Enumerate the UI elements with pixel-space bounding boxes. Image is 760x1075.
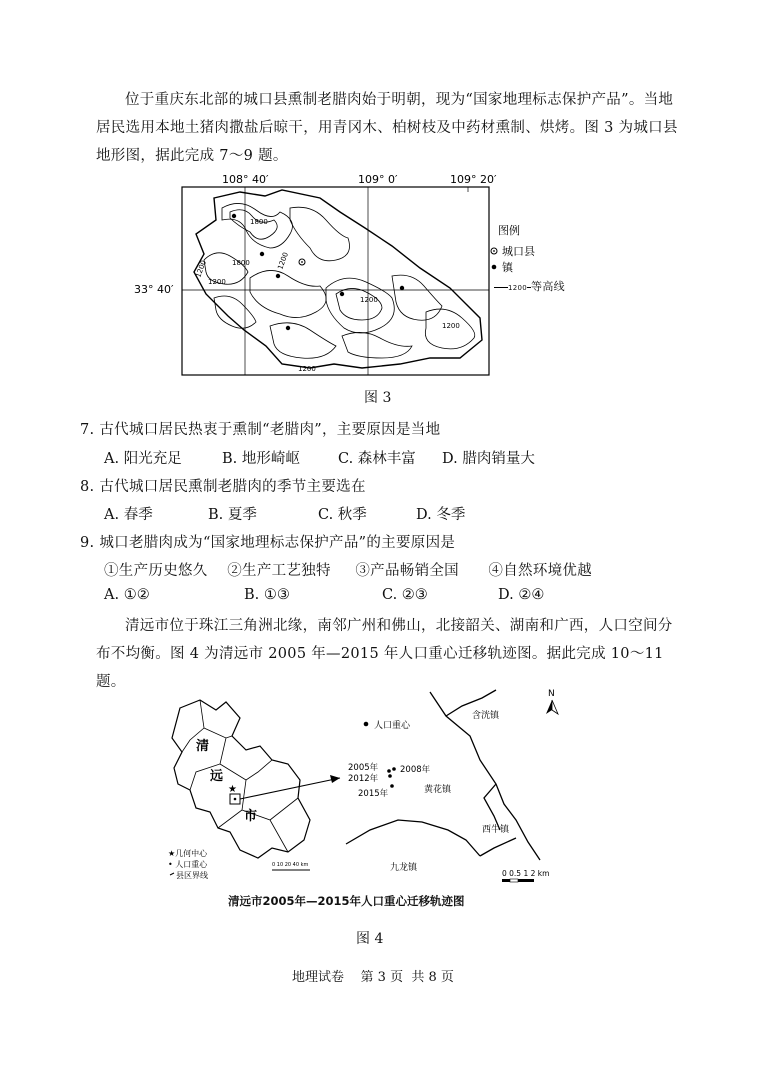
- question-7-stem: 7. 古代城口居民热衷于熏制“老腊肉”，主要原因是当地: [80, 422, 441, 438]
- town-huanghua: 黄花镇: [424, 785, 452, 795]
- legend-county-label: 城口县: [502, 245, 535, 258]
- figure-3-map: [130, 168, 535, 380]
- year-2005: 2005年: [348, 763, 379, 773]
- legend-contour: [494, 278, 565, 294]
- town-hanguang: 含洸镇: [472, 711, 500, 721]
- q7-option-c[interactable]: C. 森林丰富: [338, 451, 416, 467]
- legend-geo-center: ★几何中心: [168, 849, 208, 858]
- q7-option-a[interactable]: A. 阳光充足: [104, 451, 182, 467]
- figure-4-caption: 图 4: [356, 931, 384, 947]
- q8-option-d[interactable]: D. 冬季: [416, 507, 466, 523]
- contour-label: 1200: [360, 296, 378, 304]
- pop-center-label: 人口重心: [374, 721, 411, 731]
- page-footer: 地理试卷 第 3 页 共 8 页: [292, 970, 454, 985]
- year-2012: 2012年: [348, 774, 379, 784]
- contour-label: 1200: [442, 322, 460, 330]
- question-9-items: ①生产历史悠久 ②生产工艺独特 ③产品畅销全国 ④自然环境优越: [104, 563, 593, 579]
- small-scale-label: 0 10 20 40 km: [272, 862, 309, 868]
- year-2015: 2015年: [358, 789, 389, 799]
- city-char-1: 清: [196, 739, 210, 754]
- q9-option-a[interactable]: A. ①②: [104, 587, 150, 603]
- large-scale-label: 0 0.5 1 2 km: [502, 869, 550, 878]
- q9-option-c[interactable]: C. ②③: [382, 587, 428, 603]
- q7-option-d[interactable]: D. 腊肉销量大: [442, 451, 535, 467]
- q8-option-b[interactable]: B. 夏季: [208, 507, 257, 523]
- city-char-2: 远: [210, 769, 224, 784]
- question-9-stem: 9. 城口老腊肉成为“国家地理标志保护产品”的主要原因是: [80, 535, 456, 551]
- contour-label: 1200: [276, 251, 290, 271]
- legend-town-label: 镇: [502, 261, 513, 274]
- contour-label: 1200: [208, 278, 226, 286]
- lat-label: 33° 40′: [134, 283, 174, 296]
- town-jiulong: 九龙镇: [390, 863, 418, 873]
- city-char-3: 市: [244, 809, 258, 824]
- legend-border: 县区界线: [176, 871, 208, 880]
- legend-contour-label: 等高线: [531, 280, 565, 293]
- question-8-stem: 8. 古代城口居民熏制老腊肉的季节主要选在: [80, 479, 366, 495]
- intro-paragraph-1: 位于重庆东北部的城口县熏制老腊肉始于明朝，现为“国家地理标志保护产品”。当地居民选用本地土猪肉撒盐后晾干，用青冈木、柏树枝及中药材熏制、烘烤。图 3 为城口县地形图，据此完成 7～9 题。: [96, 92, 678, 164]
- legend-contour-value: 1200: [508, 284, 528, 292]
- year-2008: 2008年: [400, 765, 431, 775]
- q9-option-b[interactable]: B. ①③: [244, 587, 290, 603]
- q8-option-a[interactable]: A. 春季: [104, 507, 153, 523]
- legend-title: 图例: [498, 224, 520, 237]
- intro-paragraph-2: 清远市位于珠江三角洲北缘，南邻广州和佛山，北接韶关、湖南和广西，人口空间分布不均衡。图 4 为清远市 2005 年—2015 年人口重心迁移轨迹图。据此完成 10～11 题。: [96, 618, 673, 690]
- contour-label: 1200: [298, 365, 316, 373]
- geometric-center-star: ★: [228, 784, 237, 795]
- lon-label-3: 109° 20′: [450, 173, 497, 186]
- contour-label: 1800: [232, 259, 250, 267]
- contour-label: 1200: [194, 259, 208, 279]
- q8-option-c[interactable]: C. 秋季: [318, 507, 367, 523]
- figure-3-caption: 图 3: [364, 390, 392, 406]
- figure-4-title: 清远市2005年—2015年人口重心迁移轨迹图: [228, 894, 465, 908]
- q7-option-b[interactable]: B. 地形崎岖: [222, 451, 300, 467]
- legend-pop-center: • 人口重心: [168, 860, 208, 869]
- figure-4-map: [160, 680, 590, 890]
- contour-label: 1800: [250, 218, 268, 226]
- lon-label-2: 109° 0′: [358, 173, 398, 186]
- lon-label-1: 108° 40′: [222, 173, 269, 186]
- town-xiniu: 西牛镇: [482, 825, 510, 835]
- north-label: N: [548, 689, 555, 699]
- north-arrow-icon: [546, 700, 552, 714]
- q9-option-d[interactable]: D. ②④: [498, 587, 545, 603]
